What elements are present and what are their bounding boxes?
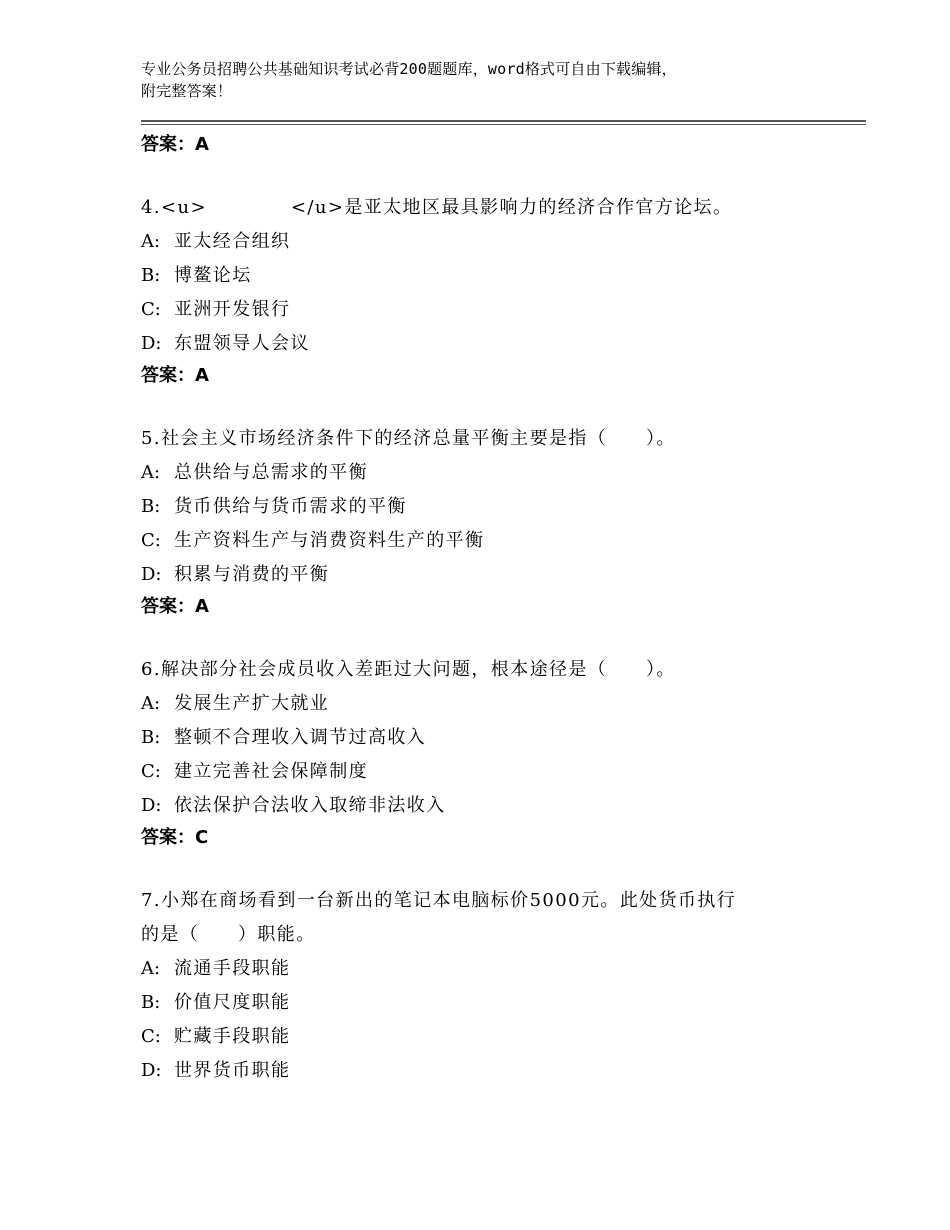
stem-start: 4.<u>: [141, 197, 207, 218]
option-d: [141, 327, 841, 361]
option-letter: D:: [141, 795, 162, 816]
option-letter: B:: [141, 727, 161, 748]
option-letter: D:: [141, 564, 162, 585]
option-letter: B:: [141, 265, 161, 286]
option-text: 生产资料生产与消费资料生产的平衡: [174, 530, 485, 551]
option-text: 整顿不合理收入调节过高收入: [174, 727, 427, 748]
option-text: 亚太经合组织: [174, 231, 291, 252]
option-a: [141, 225, 841, 259]
option-a: [141, 456, 841, 490]
option-d: [141, 558, 841, 592]
answer-label: 答案：C: [141, 827, 209, 848]
option-letter: D:: [141, 1060, 162, 1081]
question-stem-line-2: 的是（ ）职能。: [141, 924, 316, 945]
question-5: [141, 422, 841, 626]
option-d: [141, 1054, 841, 1088]
question-stem: 6.解决部分社会成员收入差距过大问题，根本途径是（ ）。: [141, 659, 676, 680]
option-text: 价值尺度职能: [174, 992, 291, 1013]
option-c: [141, 293, 841, 327]
question-stem: 5.社会主义市场经济条件下的经济总量平衡主要是指（ ）。: [141, 428, 676, 449]
option-letter: C:: [141, 299, 161, 320]
option-text: 亚洲开发银行: [174, 299, 291, 320]
option-letter: A:: [141, 693, 161, 714]
option-letter: A:: [141, 958, 161, 979]
option-letter: B:: [141, 496, 161, 517]
option-letter: C:: [141, 761, 161, 782]
option-letter: A:: [141, 462, 161, 483]
option-c: [141, 524, 841, 558]
option-text: 博鳌论坛: [174, 265, 252, 286]
option-letter: C:: [141, 1026, 161, 1047]
option-letter: B:: [141, 992, 161, 1013]
option-d: [141, 789, 841, 823]
option-a: [141, 687, 841, 721]
option-b: [141, 721, 841, 755]
question-4: [141, 191, 841, 395]
option-text: 发展生产扩大就业: [174, 693, 330, 714]
page-header: [141, 58, 841, 102]
option-c: [141, 755, 841, 789]
option-c: [141, 1020, 841, 1054]
option-b: [141, 986, 841, 1020]
question-7: [141, 884, 841, 1088]
option-letter: D:: [141, 333, 162, 354]
option-text: 依法保护合法收入取缔非法收入: [174, 795, 446, 816]
option-letter: C:: [141, 530, 161, 551]
header-line-2: 附完整答案！: [141, 82, 233, 100]
previous-answer: 答案：A: [141, 134, 209, 155]
question-stem-line-1: 7.小郑在商场看到一台新出的笔记本电脑标价5000元。此处货币执行: [141, 890, 737, 911]
option-a: [141, 952, 841, 986]
question-6: [141, 653, 841, 857]
header-line-1: 专业公务员招聘公共基础知识考试必背200题题库，word格式可自由下载编辑，: [141, 60, 677, 78]
question-list: [141, 128, 841, 1088]
option-text: 流通手段职能: [174, 958, 291, 979]
option-text: 世界货币职能: [174, 1060, 291, 1081]
option-b: [141, 259, 841, 293]
option-text: 货币供给与货币需求的平衡: [174, 496, 407, 517]
option-text: 东盟领导人会议: [174, 333, 310, 354]
option-text: 建立完善社会保障制度: [174, 761, 368, 782]
answer-label: 答案：A: [141, 596, 209, 617]
option-text: 积累与消费的平衡: [174, 564, 330, 585]
stem-end: </u>是亚太地区最具影响力的经济合作官方论坛。: [290, 197, 733, 218]
option-letter: A:: [141, 231, 161, 252]
option-text: 总供给与总需求的平衡: [174, 462, 368, 483]
question-stem: [141, 191, 841, 225]
answer-label: 答案：A: [141, 365, 209, 386]
option-b: [141, 490, 841, 524]
option-text: 贮藏手段职能: [174, 1026, 291, 1047]
header-divider: [141, 120, 866, 125]
